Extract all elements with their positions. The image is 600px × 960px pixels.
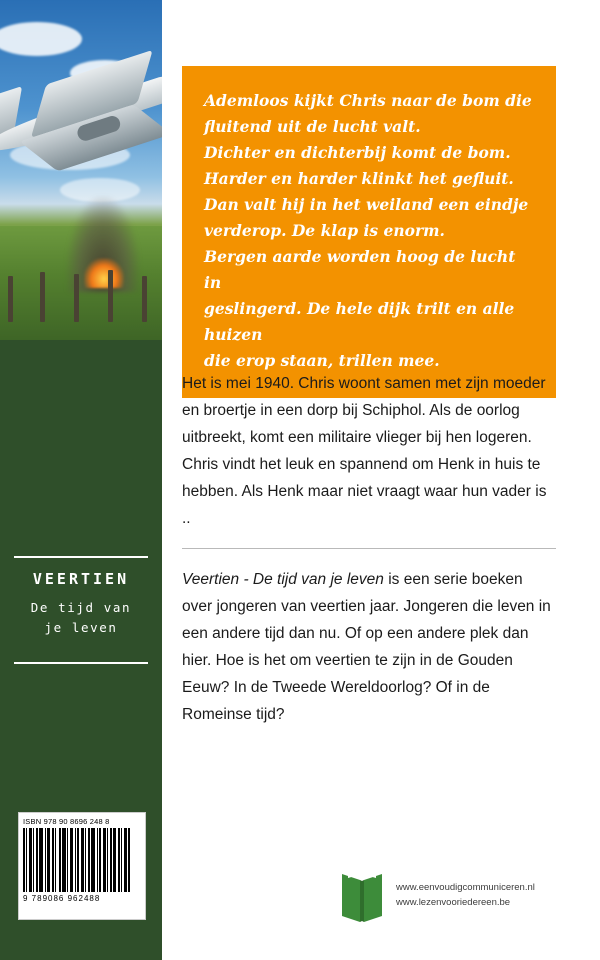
open-book-logo-icon [340, 868, 384, 924]
blurb-line: Bergen aarde worden hoog de lucht in [204, 247, 516, 292]
blurb-line: fluitend uit de lucht valt. [204, 117, 421, 136]
fence-post [8, 276, 13, 322]
fence-post [74, 274, 79, 322]
blurb-line: Dan valt hij in het weiland een eindje [204, 195, 529, 214]
series-title: VEERTIEN [32, 570, 130, 588]
barcode-digits: 9 789086 962488 [23, 894, 101, 903]
blurb-line: verderop. De klap is enorm. [204, 221, 445, 240]
isbn-label: ISBN 978 90 8696 248 8 [23, 817, 110, 826]
back-cover-content [162, 0, 600, 960]
divider-bottom [14, 662, 148, 664]
cover-side-panel [0, 0, 162, 960]
url-line-1[interactable]: www.eenvoudigcommuniceren.nl [396, 882, 535, 893]
series-subtitle-line1: De tijd van [30, 600, 132, 615]
blurb-line: Harder en harder klinkt het gefluit. [204, 169, 514, 188]
barcode-block [18, 812, 146, 920]
blurb-line: die erop staan, trillen mee. [204, 351, 440, 370]
series-description-paragraph [182, 566, 556, 728]
blurb-line: Dichter en dichterbij komt de bom. [204, 143, 511, 162]
url-line-2[interactable]: www.lezenvooriedereen.be [396, 897, 511, 908]
series-description-text: is een serie boeken over jongeren van veertien jaar. Jongeren die leven in een andere tijd dan nu. Of op een andere plek dan hier. Hoe is het om veertien te zijn in de Gouden Eeuw? In de Tweede Wereldoorlog? Of in de Romeinse tijd? [182, 571, 551, 723]
series-name: Veertien - De tijd van je leven [182, 571, 384, 588]
fence-illustration [0, 262, 162, 322]
publisher-urls [396, 880, 535, 910]
divider-top [14, 556, 148, 558]
cover-illustration [0, 0, 162, 340]
fence-post [40, 272, 45, 322]
publisher-logo-area [340, 868, 590, 932]
fence-post [108, 270, 113, 322]
summary-paragraph: Het is mei 1940. Chris woont samen met zijn moeder en broertje in een dorp bij Schiphol. Als de oorlog uitbreekt, komt een militaire vlieger bij hen logeren. Chris vindt het leuk en spannend om Henk in huis te hebben. Als Henk maar niet vraagt waar hun vader is .. [182, 375, 547, 527]
series-branding [0, 570, 162, 638]
barcode-bars [23, 828, 143, 892]
blurb-line: Ademloos kijkt Chris naar de bom die [204, 91, 532, 110]
section-divider [182, 548, 556, 549]
blurb-line: geslingerd. De hele dijk trilt en alle huizen [204, 299, 515, 344]
series-subtitle-line2: je leven [44, 620, 118, 635]
blurb-box [182, 66, 556, 398]
fence-post [142, 276, 147, 322]
